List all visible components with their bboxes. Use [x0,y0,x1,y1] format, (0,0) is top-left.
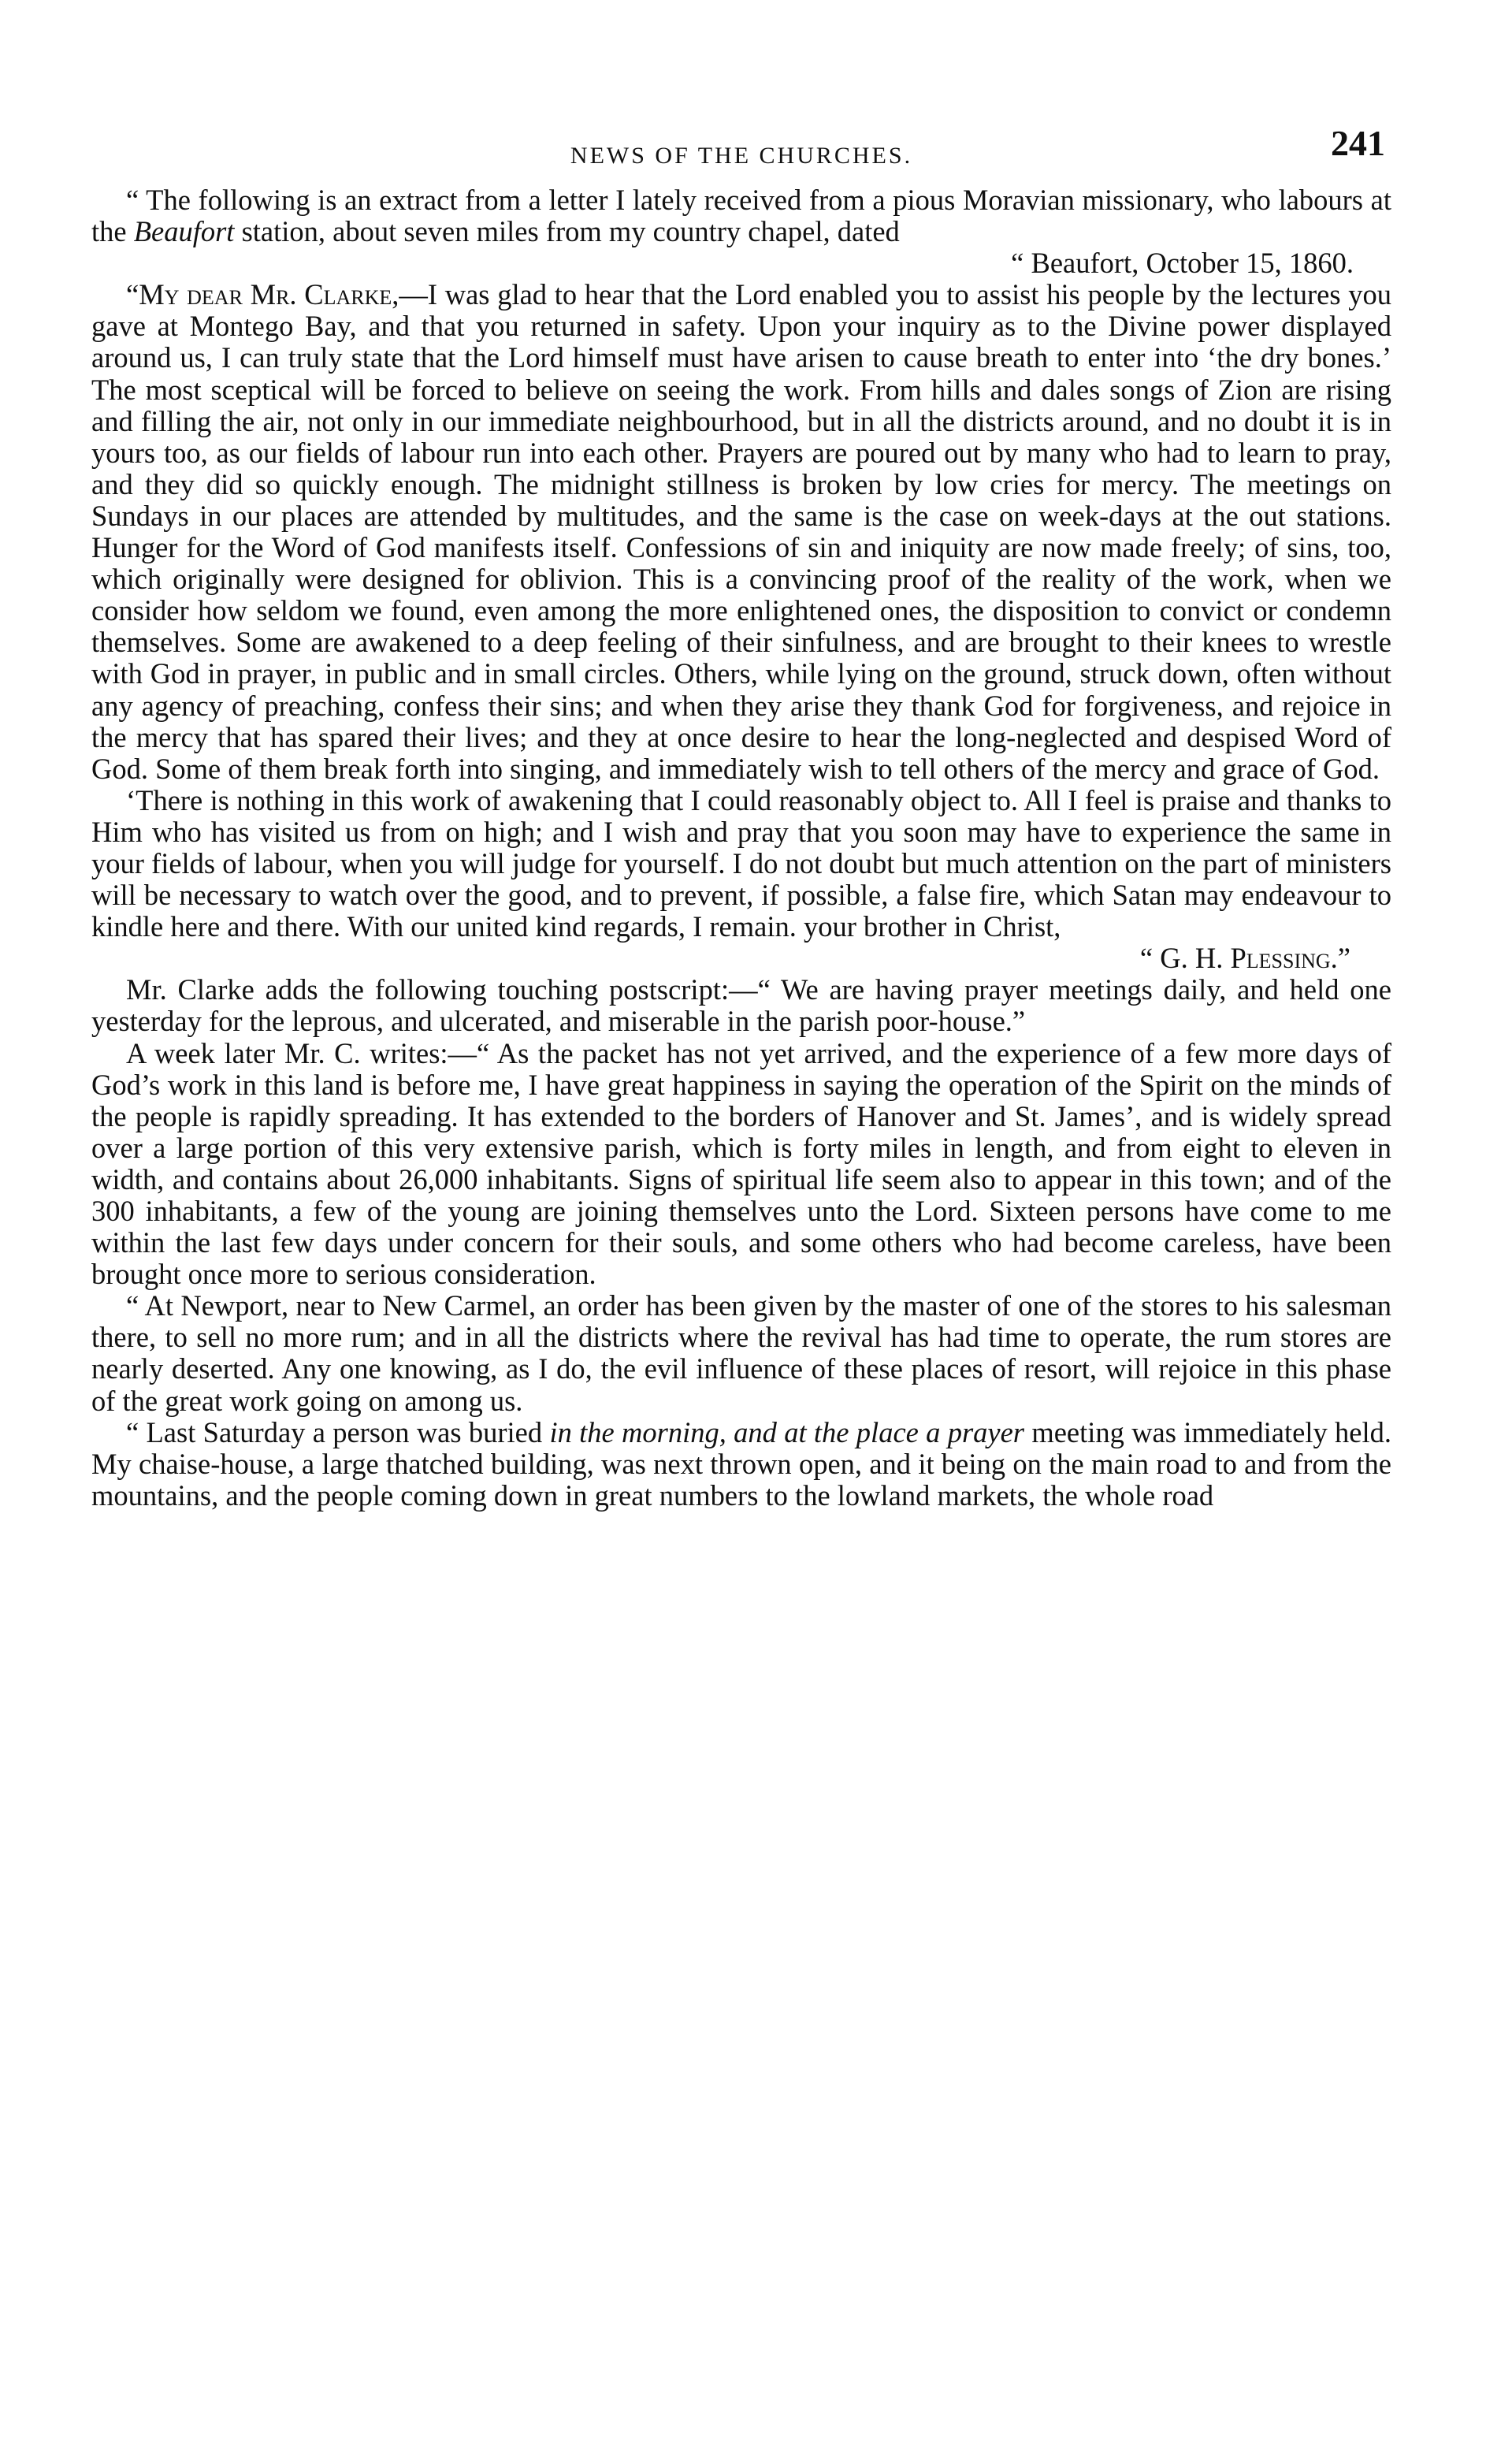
paragraph-newport: “ At Newport, near to New Carmel, an order has been given by the master of one of the stores to his salesman there, to sell no more rum; and in all the districts where the revival has had time to operate, the rum stores are nearly deserted. Any one knowing, as I do, the evil influence of these places of resort, will rejoice in this phase of the great work going on among us. [91,1289,1391,1417]
book-page [91,118,1391,1512]
letter-salutation: “My dear Mr. Clarke, [126,278,399,311]
intro-text-2: station, about seven miles from my country chapel, dated [234,215,900,248]
running-title: NEWS OF THE CHURCHES. [570,143,913,169]
intro-text-1: “ The following is an extract from a letter I lately received from a pious Moravian missionary, who labours at the [91,184,1391,248]
letter-dateline: “ Beaufort, October 15, 1860. [1011,247,1354,280]
paragraph-postscript: Mr. Clarke adds the following touching postscript:—“ We are having prayer meetings daily, and held one yesterday for the leprous, and ulcerated, and miserable in the parish poor-house.” [91,973,1391,1038]
paragraph-letter-body [91,279,1391,785]
paragraph-letter-closing: ‘There is nothing in this work of awakening that I could reasonably object to. All I feel is praise and thanks to Him who has visited us from on high; and I wish and pray that you soon may have to experience the same in your fields of labour, when you will judge for yourself. I do not doubt but much attention on the part of ministers will be necessary to watch over the good, and to prevent, if possible, a false fire, which Satan may endeavour to kindle here and there. With our united kind regards, I remain. your brother in Christ, [91,783,1391,943]
saturday-italic: in the morning, and at the place a prayer [549,1415,1025,1448]
paragraph-intro [91,184,1391,247]
letter-body-text: —I was glad to hear that the Lord enabled you to assist his people by the lectures you gave at Montego Bay, and that you returned in safety. Upon your inquiry as to the Divine power displayed around us, I can truly state that the Lord himself must have arisen to cause breath to enter into ‘the dry bones.’ The most sceptical will be forced to believe on seeing the work. From hills and dales songs of Zion are rising and filling the air, not only in our immediate neighbourhood, but in all the districts around, and no doubt it is in yours too, as our fields of labour run into each other. Prayers are poured out by many who had to learn to pray, and they did so quickly enough. The midnight stillness is broken by low cries for mercy. The meetings on Sundays in our places are attended by multitudes, and the same is the case on week-days at the out stations. Hunger for the Word of God manifests itself. Confessions of sin and iniquity are now made freely; of sins, too, which originally were designed for oblivion. This is a convincing proof of the reality of the work, when we consider how seldom we found, even among the more enlightened ones, the disposition to convict or condemn themselves. Some are awakened to a deep feeling of their sinfulness, and are brought to their knees to wrestle with God in prayer, in public and in small circles. Others, while lying on the ground, struck down, often without any agency of preaching, confess their sins; and when they arise they thank God for forgiveness, and rejoice in the mercy that has spared their lives; and they at once desire to hear the long-neglected and despised Word of God. Some of them break forth into singing, and immediately wish to tell others of the mercy and grace of God. [91,278,1391,785]
saturday-text-2: meeting was immediately held. My chaise-house, a large thatched building, was next thrown open, and it being on the main road to and from the mountains, and the people coming down in great numbers to the lowland markets, the whole road [91,1415,1391,1512]
running-header [91,118,1391,169]
paragraph-last-saturday [91,1417,1391,1512]
station-name: Beaufort [133,215,235,248]
paragraph-week-later: A week later Mr. C. writes:—“ As the packet has not yet arrived, and the experience of a few more days of God’s work in this land is before me, I have great happiness in saying the operation of the Spirit on the minds of the people is rapidly spreading. It has extended to the borders of Hanover and St. James’, and is widely spread over a large portion of this very extensive parish, which is forty miles in length, and from eight to eleven in width, and contains about 26,000 inhabitants. Signs of spiritual life seem also to appear in this town; and of the 300 inhabitants, a few of the young are joining themselves unto the Lord. Sixteen persons have come to me within the last few days under concern for their souls, and some others who had become careless, have been brought once more to serious consideration. [91,1036,1391,1291]
page-number: 241 [1331,123,1385,163]
letter-signature: “ G. H. Plessing.” [1139,942,1350,975]
saturday-text-1: “ Last Saturday a person was buried [126,1415,550,1448]
